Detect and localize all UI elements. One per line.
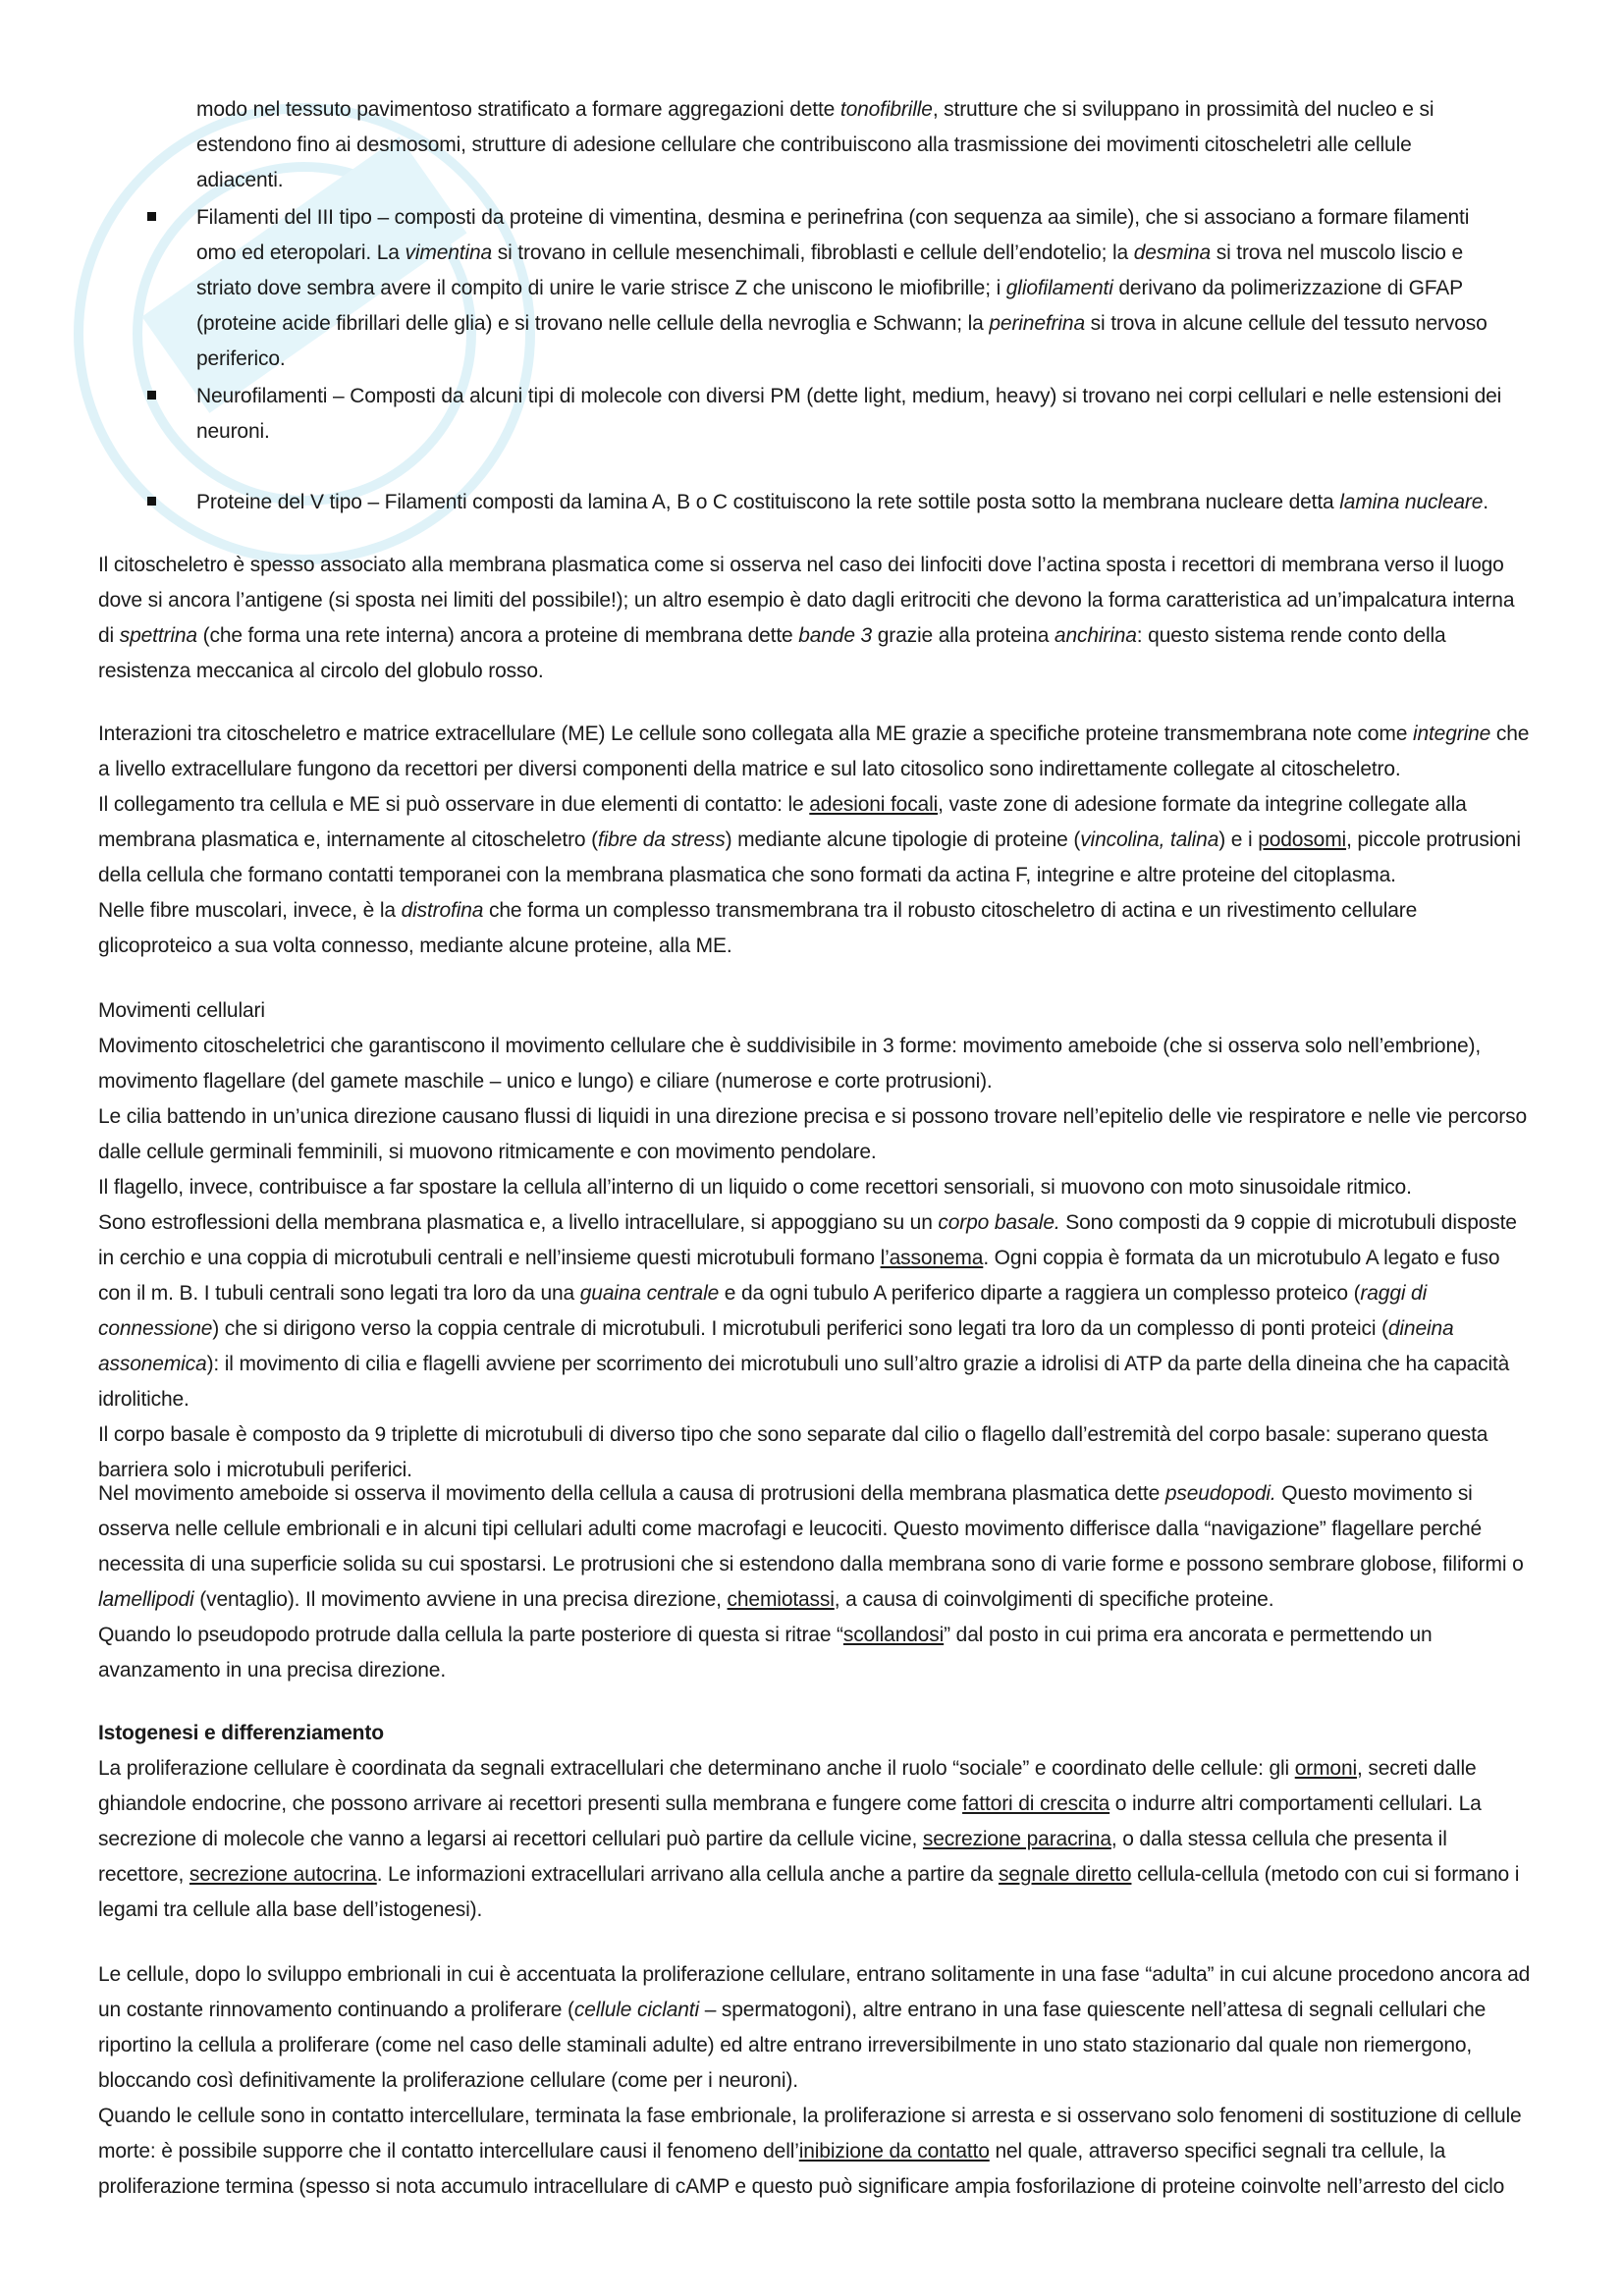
citoscheletro-paragraph: Il citoscheletro è spesso associato alla membrana plasmatica come si osserva nel caso dei linfociti dove l’actina sposta i recettori di membrana verso il luogo dove si ancora l’antigene (si sposta nei limiti del possibile!); un altro esempio è dato dagli eritrociti che devono la forma caratteristica ad un’impalcatura interna di spettrina (che forma una rete interna) ancora a proteine di membrana dette bande 3 grazie alla proteina anchirina: questo sistema rende conto della resistenza meccanica al circolo del globulo rosso. <box>98 554 1515 682</box>
adulte-paragraph: Le cellule, dopo lo sviluppo embrionali in cui è accentuata la proliferazione cellulare, entrano solitamente in una fase “adulta” in cui alcune procedono ancora ad un costante rinnovamento continuando a proliferare (cellule ciclanti – spermatogoni), altre entrano in una fase quiescente nell’attesa di segnali cellulari che riportino la cellula a proliferare (come nel caso delle staminali adulte) ed altre entrano irreversibilmente in uno stato stazionario dal quale non riemergono, bloccando così definitivamente la proliferazione cellulare (come per i neuroni). Quando le cellule sono in contatto intercellulare, terminata la fase embrionale, la proliferazione si arresta e si osservano solo fenomeni di sostituzione di cellule morte: è possibile supporre che il contatto intercellulare causi il fenomeno dell’inibizione da contatto nel quale, attraverso specifici segnali tra cellule, la proliferazione termina (spesso si nota accumulo intracellulare di cAMP e questo può significare ampia fosforilazione di proteine coinvolte nell’arresto del ciclo <box>98 1963 1531 2198</box>
section-heading: Istogenesi e differenziamento <box>98 1722 384 1744</box>
bullet-square-icon <box>147 391 156 400</box>
bullet-square-icon <box>147 212 156 221</box>
section-heading: Movimenti cellulari <box>98 999 265 1022</box>
istogenesi-section: Istogenesi e differenziamento La proliferazione cellulare è coordinata da segnali extracellulari che determinano anche il ruolo “sociale” e coordinato delle cellule: gli ormoni, secreti dalle ghiandole endocrine, che possono arrivare ai recettori presenti sulla membrana e fungere come fattori di crescita o indurre altri comportamenti cellulari. La secrezione di molecole che vanno a legarsi ai recettori cellulari può partire da cellule vicine, secrezione paracrina, o dalla stessa cellula che presenta il recettore, secrezione autocrina. Le informazioni extracellulari arrivano alla cellula anche a partire da segnale diretto cellula-cellula (metodo con cui si formano i legami tra cellule alla base dell’istogenesi). <box>98 1716 1532 1928</box>
bullet-text: Neurofilamenti – Composti da alcuni tipi di molecole con diversi PM (dette light, medium, heavy) si trovano nei corpi cellulari e nelle estensioni dei neuroni. <box>196 385 1502 443</box>
bullet-square-icon <box>147 497 156 506</box>
movimenti-section: Movimenti cellulari Movimento citoscheletrici che garantiscono il movimento cellulare che è suddivisibile in 3 forme: movimento ameboide (che si osserva solo nell’embrione), movimento flagellare (del gamete maschile – unico e lungo) e ciliare (numerose e corte protrusioni). Le cilia battendo in un’unica direzione causano flussi di liquidi in una direzione precisa e si possono trovare nell’epitelio delle vie respiratore e nelle vie percorso dalle cellule germinali femminili, si muovono ritmicamente e con movimento pendolare. Il flagello, invece, contribuisce a far spostare la cellula all’interno di un liquido o come recettori sensoriali, si muovono con moto sinusoidale ritmico. Sono estroflessioni della membrana plasmatica e, a livello intracellulare, si appoggiano su un corpo basale. Sono composti da 9 coppie di microtubuli disposte in cerchio e una coppia di microtubuli centrali e nell’insieme questi microtubuli formano l’assonema. Ogni coppia è formata da un microtubulo A legato e fuso con il m. B. I tubuli centrali sono legati tra loro da una guaina centrale e da ogni tubulo A periferico diparte a raggiera un complesso proteico (raggi di connessione) che si dirigono verso la coppia centrale di microtubuli. I microtubuli periferici sono legati tra loro da un complesso di ponti proteici (dineina assonemica): il movimento di cilia e flagelli avviene per scorrimento dei microtubuli uno sull’altro grazie a idrolisi di ATP da parte della dineina che ha capacità idrolitiche. Il corpo basale è composto da 9 triplette di microtubuli di diverso tipo che sono separate dal cilio o flagello dall’estremità del corpo basale: superano questa barriera solo i microtubuli periferici. <box>98 993 1532 1488</box>
intro-paragraph: modo nel tessuto pavimentoso stratificato a formare aggregazioni dette tonofibrille, strutture che si sviluppano in prossimità del nucleo e si estendono fino ai desmosomi, strutture di adesione cellulare che contribuiscono alla trasmissione dei movimenti citoscheletri alle cellule adiacenti. <box>196 98 1434 191</box>
bullet-text: Proteine del V tipo – Filamenti composti da lamina A, B o C costituiscono la rete sottile posta sotto la membrana nucleare detta lamina nucleare. <box>196 491 1488 513</box>
bullet-text: Filamenti del III tipo – composti da proteine di vimentina, desmina e perinefrina (con sequenza aa simile), che si associano a formare filamenti omo ed eteropolari. La vimentina si trovano in cellule mesenchimali, fibroblasti e cellule dell’endotelio; la desmina si trova nel muscolo liscio e striato dove sembra avere il compito di unire le varie strisce Z che uniscono le miofibrille; i gliofilamenti derivano da polimerizzazione di GFAP (proteine acide fibrillari delle glia) e si trovano nelle cellule della nevroglia e Schwann; la perinefrina si trova in alcune cellule del tessuto nervoso periferico. <box>196 206 1488 370</box>
interazioni-paragraph: Interazioni tra citoscheletro e matrice extracellulare (ME) Le cellule sono collegata alla ME grazie a specifiche proteine transmembrana note come integrine che a livello extracellulare fungono da recettori per diversi componenti della matrice e sul lato citosolico sono indirettamente collegate al citoscheletro. Il collegamento tra cellula e ME si può osservare in due elementi di contatto: le adesioni focali, vaste zone di adesione formate da integrine collegate alla membrana plasmatica e, internamente al citoscheletro (fibre da stress) mediante alcune tipologie di proteine (vincolina, talina) e i podosomi, piccole protrusioni della cellula che formano contatti temporanei con la membrana plasmatica che sono formati da actina F, integrine e altre proteine del citoplasma. Nelle fibre muscolari, invece, è la distrofina che forma un complesso transmembrana tra il robusto citoscheletro di actina e un rivestimento cellulare glicoproteico a sua volta connesso, mediante alcune proteine, alla ME. <box>98 722 1530 957</box>
ameboide-paragraph: Nel movimento ameboide si osserva il movimento della cellula a causa di protrusioni della membrana plasmatica dette pseudopodi. Questo movimento si osserva nelle cellule embrionali e in alcuni tipi cellulari adulti come macrofagi e leucociti. Questo movimento differisce dalla “navigazione” flagellare perché necessita di una superficie solida su cui spostarsi. Le protrusioni che si estendono dalla membrana sono di varie forme e possono sembrare globose, filiformi o lamellipodi (ventaglio). Il movimento avviene in una precisa direzione, chemiotassi, a causa di coinvolgimenti di specifiche proteine. Quando lo pseudopodo protrude dalla cellula la parte posteriore di questa si ritrae “scollandosi” dal posto in cui prima era ancorata e permettendo un avanzamento in una precisa direzione. <box>98 1482 1524 1682</box>
